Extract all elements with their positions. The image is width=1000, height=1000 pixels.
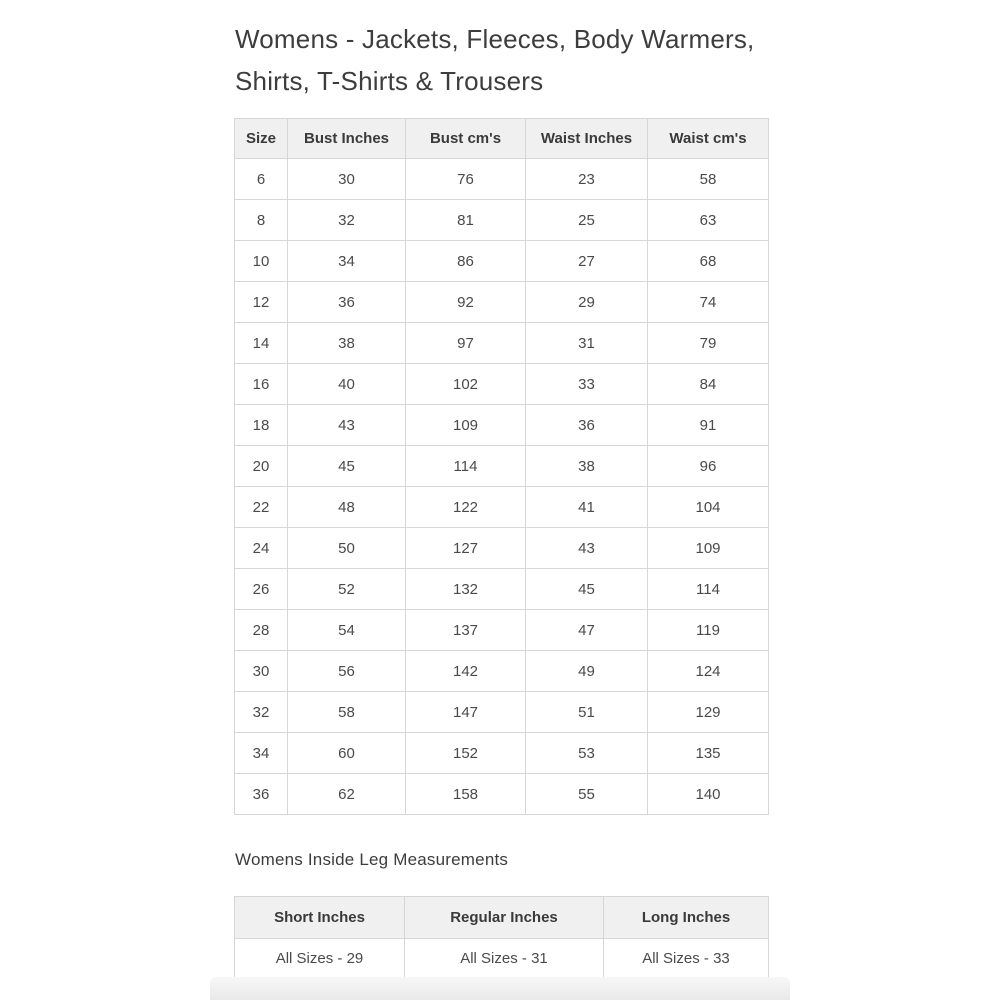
table-cell: 41: [526, 487, 648, 528]
table-cell: 45: [288, 446, 406, 487]
table-cell: 10: [235, 241, 288, 282]
page-title-line-2: Shirts, T-Shirts & Trousers: [235, 66, 544, 96]
table-row: [235, 159, 769, 200]
table-cell: 51: [526, 692, 648, 733]
table-cell: 52: [288, 569, 406, 610]
column-header: Short Inches: [235, 897, 405, 939]
table-cell: 36: [288, 282, 406, 323]
table-cell: 74: [648, 282, 769, 323]
table-cell: 58: [648, 159, 769, 200]
table-cell: 36: [526, 405, 648, 446]
table-cell: 109: [406, 405, 526, 446]
table-row: [235, 323, 769, 364]
table-cell: 34: [288, 241, 406, 282]
table-cell: 47: [526, 610, 648, 651]
womens-size-table: [234, 118, 769, 815]
table-row: [235, 528, 769, 569]
table-cell: 137: [406, 610, 526, 651]
column-header: Bust Inches: [288, 119, 406, 159]
table-row: [235, 405, 769, 446]
table-cell: 45: [526, 569, 648, 610]
header-row: [235, 119, 769, 159]
column-header: Waist Inches: [526, 119, 648, 159]
table-cell: 25: [526, 200, 648, 241]
table-cell: 84: [648, 364, 769, 405]
table-cell: 48: [288, 487, 406, 528]
table-cell: 152: [406, 733, 526, 774]
table-cell: 29: [526, 282, 648, 323]
table-cell: 129: [648, 692, 769, 733]
table-cell: 114: [406, 446, 526, 487]
table-row: [235, 364, 769, 405]
table-cell: 81: [406, 200, 526, 241]
table-cell: 109: [648, 528, 769, 569]
table-cell: 76: [406, 159, 526, 200]
table-cell: 43: [526, 528, 648, 569]
table-cell: 34: [235, 733, 288, 774]
table-cell: 92: [406, 282, 526, 323]
table-cell: 124: [648, 651, 769, 692]
table-cell: 147: [406, 692, 526, 733]
table-cell: 31: [526, 323, 648, 364]
table-cell: 96: [648, 446, 769, 487]
table-cell: 6: [235, 159, 288, 200]
table-cell: 12: [235, 282, 288, 323]
table-cell: 54: [288, 610, 406, 651]
inside-leg-section-title: Womens Inside Leg Measurements: [235, 850, 509, 869]
header-row: [235, 897, 769, 939]
table-cell: 102: [406, 364, 526, 405]
table-cell: 33: [526, 364, 648, 405]
table-cell: 91: [648, 405, 769, 446]
table-cell: 122: [406, 487, 526, 528]
table-cell: 79: [648, 323, 769, 364]
table-cell: 30: [288, 159, 406, 200]
table-row: [235, 282, 769, 323]
table-cell: 16: [235, 364, 288, 405]
table-row: [235, 692, 769, 733]
table-row: [235, 487, 769, 528]
table-cell: 142: [406, 651, 526, 692]
table-cell: 20: [235, 446, 288, 487]
table-row: [235, 939, 769, 979]
table-cell: 60: [288, 733, 406, 774]
table-cell: 50: [288, 528, 406, 569]
table-row: [235, 200, 769, 241]
table-cell: 132: [406, 569, 526, 610]
column-header: Waist cm's: [648, 119, 769, 159]
table-cell: 36: [235, 774, 288, 815]
table-cell: 140: [648, 774, 769, 815]
table-cell: 32: [288, 200, 406, 241]
table-cell: 38: [288, 323, 406, 364]
table-cell: 24: [235, 528, 288, 569]
table-cell: 55: [526, 774, 648, 815]
table-cell: 63: [648, 200, 769, 241]
table-cell: 127: [406, 528, 526, 569]
table-cell: 68: [648, 241, 769, 282]
table-cell: 26: [235, 569, 288, 610]
table-cell: All Sizes - 31: [405, 939, 604, 979]
table-cell: 97: [406, 323, 526, 364]
table-cell: 86: [406, 241, 526, 282]
page-title: [235, 18, 775, 102]
table-cell: All Sizes - 29: [235, 939, 405, 979]
next-section-top-edge: [210, 977, 790, 1000]
table-row: [235, 610, 769, 651]
table-cell: 27: [526, 241, 648, 282]
column-header: Bust cm's: [406, 119, 526, 159]
column-header: Regular Inches: [405, 897, 604, 939]
table-row: [235, 241, 769, 282]
table-cell: 14: [235, 323, 288, 364]
table-cell: 30: [235, 651, 288, 692]
table-cell: 49: [526, 651, 648, 692]
page-title-line-1: Womens - Jackets, Fleeces, Body Warmers,: [235, 24, 755, 54]
table-cell: 104: [648, 487, 769, 528]
table-cell: 119: [648, 610, 769, 651]
table-row: [235, 774, 769, 815]
table-row: [235, 569, 769, 610]
table-cell: 135: [648, 733, 769, 774]
table-cell: 56: [288, 651, 406, 692]
table-cell: 43: [288, 405, 406, 446]
table-cell: 53: [526, 733, 648, 774]
column-header: Size: [235, 119, 288, 159]
table-cell: All Sizes - 33: [604, 939, 769, 979]
table-row: [235, 733, 769, 774]
table-cell: 62: [288, 774, 406, 815]
table-cell: 158: [406, 774, 526, 815]
table-cell: 58: [288, 692, 406, 733]
table-row: [235, 651, 769, 692]
inside-leg-table: [234, 896, 769, 979]
column-header: Long Inches: [604, 897, 769, 939]
table-cell: 28: [235, 610, 288, 651]
table-cell: 40: [288, 364, 406, 405]
table-cell: 32: [235, 692, 288, 733]
table-row: [235, 446, 769, 487]
table-cell: 114: [648, 569, 769, 610]
table-cell: 18: [235, 405, 288, 446]
table-cell: 23: [526, 159, 648, 200]
table-cell: 22: [235, 487, 288, 528]
table-cell: 8: [235, 200, 288, 241]
table-cell: 38: [526, 446, 648, 487]
